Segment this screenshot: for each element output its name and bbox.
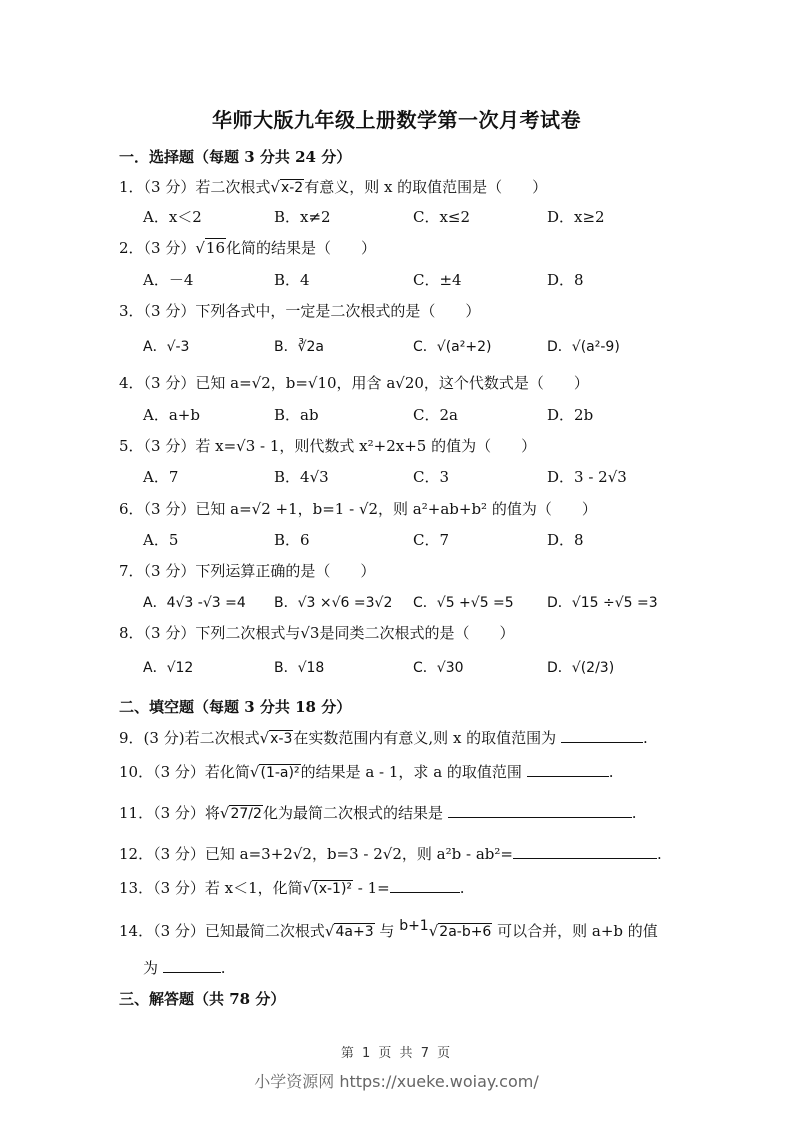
answer-blank bbox=[390, 878, 460, 893]
option-c: C．3 bbox=[413, 468, 450, 486]
question-6-options bbox=[143, 529, 703, 551]
question-11: 11．（3 分）将√27/2化为最简二次根式的结果是 . bbox=[119, 804, 637, 822]
option-c: C．√30 bbox=[413, 660, 464, 676]
question-2: 2．（3 分）√16化简的结果是（ ） bbox=[119, 239, 377, 257]
question-1-options bbox=[143, 206, 703, 228]
answer-blank bbox=[561, 728, 643, 743]
section-heading-fill-blank: 二、填空题（每题 3 分共 18 分） bbox=[119, 698, 352, 716]
question-12: 12．（3 分）已知 a=3+2√2，b=3 - 2√2，则 a²b - ab²= . bbox=[119, 845, 662, 863]
option-a: A．√12 bbox=[143, 660, 194, 676]
option-c: C．7 bbox=[413, 531, 450, 549]
option-a: A．x＜2 bbox=[143, 208, 202, 226]
question-8-options bbox=[143, 657, 703, 679]
question-2-options bbox=[143, 269, 703, 291]
option-d: D．√(2/3) bbox=[547, 660, 615, 676]
question-8: 8．（3 分）下列二次根式与√3是同类二次根式的是（ ） bbox=[119, 624, 515, 642]
option-d: D．8 bbox=[547, 531, 584, 549]
option-b: B．√3 ×√6 =3√2 bbox=[274, 595, 393, 611]
question-9: 9．(3 分)若二次根式√x-3在实数范围内有意义,则 x 的取值范围为 . bbox=[119, 729, 648, 747]
section-heading-choice: 一．选择题（每题 3 分共 24 分） bbox=[119, 148, 352, 166]
option-b: B．ab bbox=[274, 406, 319, 424]
question-7: 7．（3 分）下列运算正确的是（ ） bbox=[119, 562, 376, 580]
question-3-options bbox=[143, 336, 703, 358]
page-number: 第 1 页 共 7 页 bbox=[340, 1046, 453, 1061]
option-c: C．√5 +√5 =5 bbox=[413, 595, 514, 611]
option-d: D．3 - 2√3 bbox=[547, 468, 627, 486]
option-b: B．4√3 bbox=[274, 468, 329, 486]
question-14-line2: 为 . bbox=[143, 959, 226, 977]
option-a: A．a+b bbox=[143, 406, 200, 424]
page-title: 华师大版九年级上册数学第一次月考试卷 bbox=[212, 108, 581, 132]
question-7-options bbox=[143, 592, 703, 614]
option-b: B．∛2a bbox=[274, 339, 325, 355]
question-6: 6．（3 分）已知 a=√2 +1，b=1 - √2，则 a²+ab+b² 的值为（ ） bbox=[119, 500, 597, 518]
question-14: 14．（3 分）已知最简二次根式√4a+3 与 $^{b+1}$√2a-b+6 可以合并，则 a+b 的值 bbox=[119, 918, 658, 940]
answer-blank bbox=[527, 762, 609, 777]
question-5: 5．（3 分）若 x=√3 - 1，则代数式 x²+2x+5 的值为（ ） bbox=[119, 437, 537, 455]
option-c: C．2a bbox=[413, 406, 458, 424]
option-b: B．4 bbox=[274, 271, 310, 289]
option-a: A．5 bbox=[143, 531, 179, 549]
answer-blank bbox=[513, 844, 657, 859]
option-b: B．√18 bbox=[274, 660, 325, 676]
option-c: C．x≤2 bbox=[413, 208, 471, 226]
section-heading-solve: 三、解答题（共 78 分） bbox=[119, 990, 286, 1008]
question-4: 4．（3 分）已知 a=√2，b=√10，用含 a√20，这个代数式是（ ） bbox=[119, 374, 589, 392]
option-c: C．√(a²+2) bbox=[413, 339, 492, 355]
question-1: 1．（3 分）若二次根式√x-2有意义，则 x 的取值范围是（ ） bbox=[119, 178, 548, 196]
option-a: A．－4 bbox=[143, 271, 194, 289]
option-b: B．x≠2 bbox=[274, 208, 331, 226]
option-a: A．√-3 bbox=[143, 339, 190, 355]
option-d: D．√(a²-9) bbox=[547, 339, 620, 355]
option-d: D．x≥2 bbox=[547, 208, 605, 226]
watermark: 小学资源网 https://xueke.woiay.com/ bbox=[254, 1072, 539, 1091]
question-3: 3．（3 分）下列各式中，一定是二次根式的是（ ） bbox=[119, 302, 481, 320]
option-c: C．±4 bbox=[413, 271, 462, 289]
option-d: D．2b bbox=[547, 406, 594, 424]
answer-blank bbox=[448, 803, 632, 818]
question-10: 10．（3 分）若化简√(1-a)²的结果是 a - 1，求 a 的取值范围 . bbox=[119, 763, 614, 781]
question-13: 13．（3 分）若 x＜1，化简√(x-1)² - 1= . bbox=[119, 879, 465, 897]
answer-blank bbox=[163, 958, 221, 973]
question-5-options bbox=[143, 466, 703, 488]
option-a: A．7 bbox=[143, 468, 179, 486]
option-a: A．4√3 -√3 =4 bbox=[143, 595, 246, 611]
option-d: D．√15 ÷√5 =3 bbox=[547, 595, 658, 611]
option-d: D．8 bbox=[547, 271, 584, 289]
question-4-options bbox=[143, 404, 703, 426]
option-b: B．6 bbox=[274, 531, 310, 549]
